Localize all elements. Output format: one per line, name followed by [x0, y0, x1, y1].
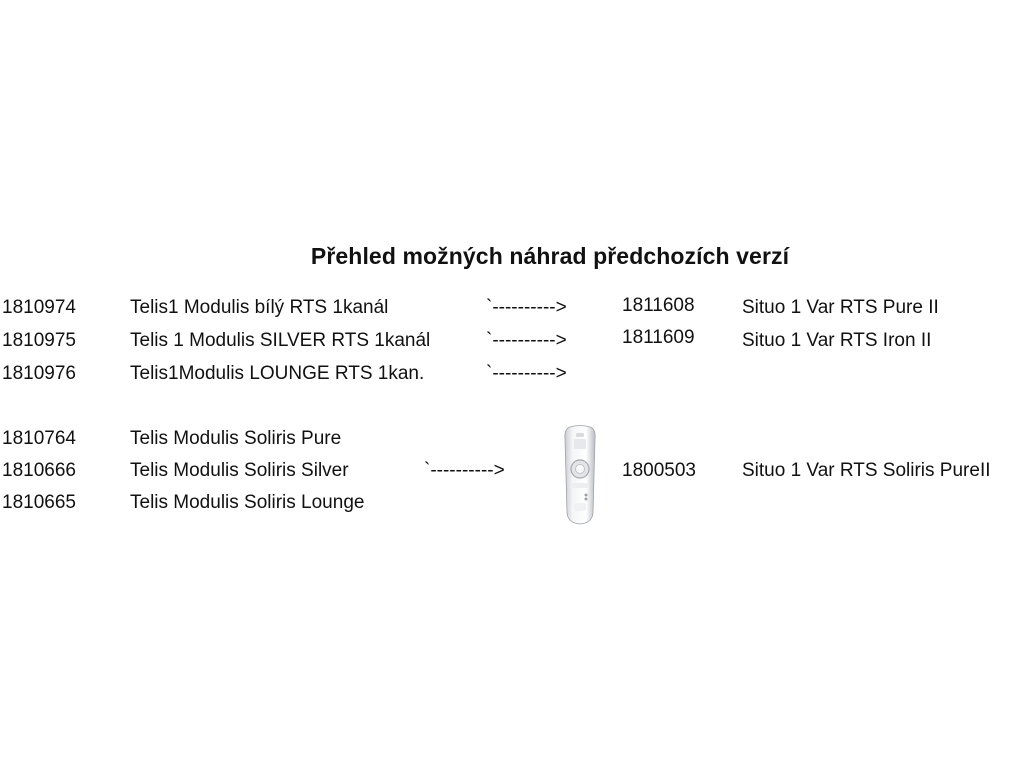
old-product-name: Telis1Modulis LOUNGE RTS 1kan. [130, 363, 425, 384]
old-product-name: Telis Modulis Soliris Pure [130, 428, 342, 449]
old-product-code: 1810665 [2, 492, 76, 513]
page-title: Přehled možných náhrad předchozích verzí [310, 243, 790, 269]
new-product-name: Situo 1 Var RTS Pure II [742, 297, 939, 318]
old-product-code: 1810974 [2, 297, 76, 318]
old-product-code: 1810666 [2, 460, 76, 481]
new-product-name: Situo 1 Var RTS Soliris PureII [742, 460, 991, 481]
new-product-name: Situo 1 Var RTS Iron II [742, 330, 932, 351]
old-product-name: Telis Modulis Soliris Lounge [130, 492, 365, 513]
remote-control-icon [562, 425, 598, 525]
old-product-code: 1810764 [2, 428, 76, 449]
old-product-name: Telis 1 Modulis SILVER RTS 1kanál [130, 330, 431, 351]
replacement-arrow: `----------> [486, 330, 567, 351]
new-product-code: 1811608 [622, 295, 695, 316]
replacement-arrow: `----------> [424, 460, 505, 481]
new-product-code: 1800503 [622, 460, 696, 481]
old-product-name: Telis Modulis Soliris Silver [130, 460, 349, 481]
replacement-arrow: `----------> [486, 363, 567, 384]
replacement-arrow: `----------> [486, 297, 567, 318]
old-product-name: Telis1 Modulis bílý RTS 1kanál [130, 297, 389, 318]
new-product-code: 1811609 [622, 327, 695, 348]
old-product-code: 1810975 [2, 330, 76, 351]
old-product-code: 1810976 [2, 363, 76, 384]
